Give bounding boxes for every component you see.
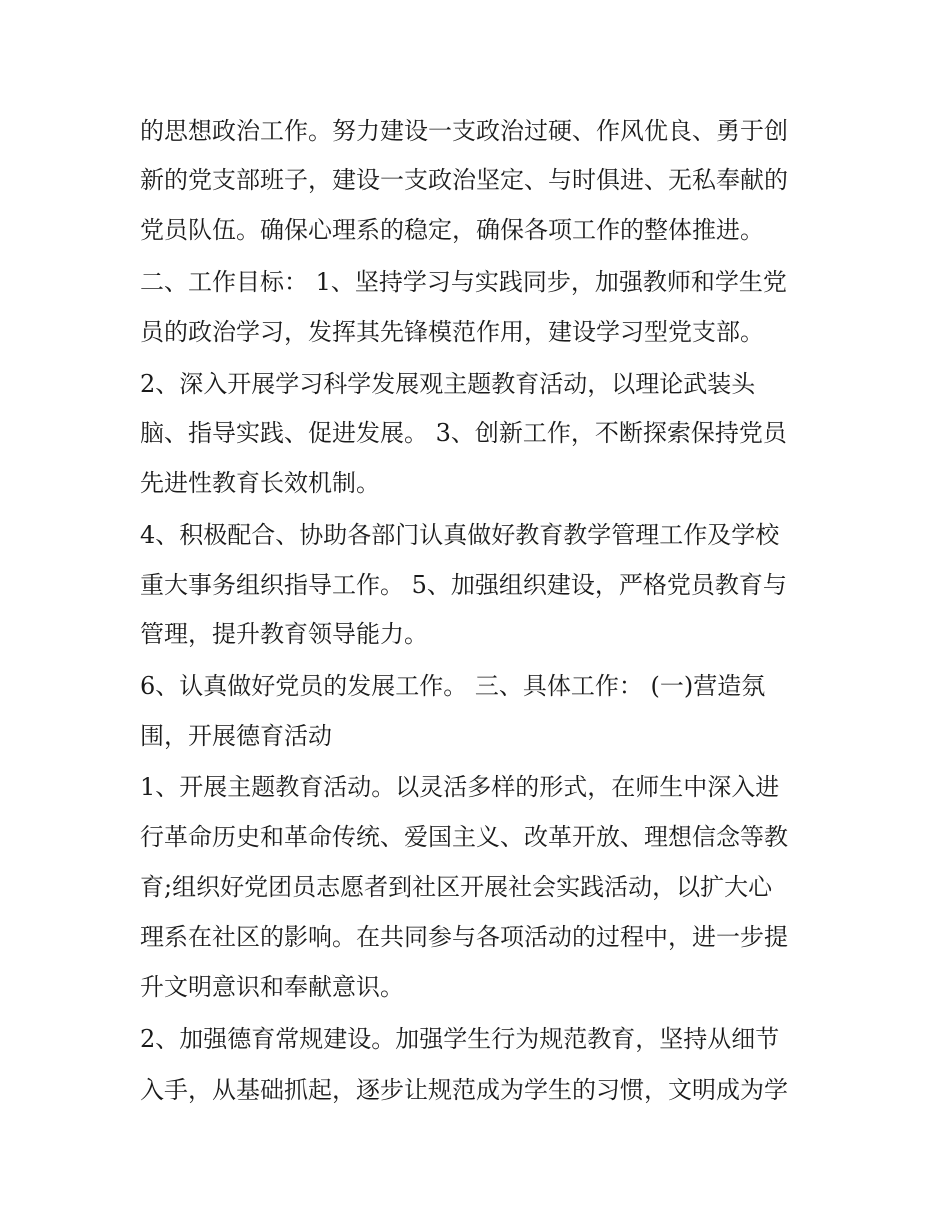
text-line: 入手，从基础抓起，逐步让规范成为学生的习惯，文明成为学 xyxy=(140,1076,788,1104)
text-line: 升文明意识和奉献意识。 xyxy=(140,973,404,1001)
text-line: 新的党支部班子，建设一支政治坚定、与时俱进、无私奉献的 xyxy=(140,166,788,194)
text-line: 的思想政治工作。努力建设一支政治过硬、作风优良、勇于创 xyxy=(140,117,788,145)
text-line: 4、积极配合、协助各部门认真做好教育教学管理工作及学校 xyxy=(140,521,780,549)
text-line: 围，开展德育活动 xyxy=(140,722,332,750)
text-line: 员的政治学习，发挥其先锋模范作用，建设学习型党支部。 xyxy=(140,318,764,346)
text-line: 2、加强德育常规建设。加强学生行为规范教育，坚持从细节 xyxy=(140,1025,780,1053)
text-line: 2、深入开展学习科学发展观主题教育活动，以理论武装头 xyxy=(140,370,756,398)
text-line: 党员队伍。确保心理系的稳定，确保各项工作的整体推进。 xyxy=(140,216,764,244)
text-line: 先进性教育长效机制。 xyxy=(140,469,380,497)
text-line: 1、开展主题教育活动。以灵活多样的形式，在师生中深入进 xyxy=(140,773,780,801)
text-line: 行革命历史和革命传统、爱国主义、改革开放、理想信念等教 xyxy=(140,823,788,851)
text-line: 重大事务组织指导工作。 5、加强组织建设，严格党员教育与 xyxy=(140,571,787,599)
text-line: 理系在社区的影响。在共同参与各项活动的过程中，进一步提 xyxy=(140,923,788,951)
text-line: 脑、指导实践、促进发展。 3、创新工作，不断探索保持党员 xyxy=(140,419,787,447)
text-line: 二、工作目标： 1、坚持学习与实践同步，加强教师和学生党 xyxy=(140,268,787,296)
text-line: 育;组织好党团员志愿者到社区开展社会实践活动，以扩大心 xyxy=(140,873,773,901)
text-line: 6、认真做好党员的发展工作。 三、具体工作： (一)营造氛 xyxy=(140,672,766,700)
text-line: 管理，提升教育领导能力。 xyxy=(140,620,428,648)
